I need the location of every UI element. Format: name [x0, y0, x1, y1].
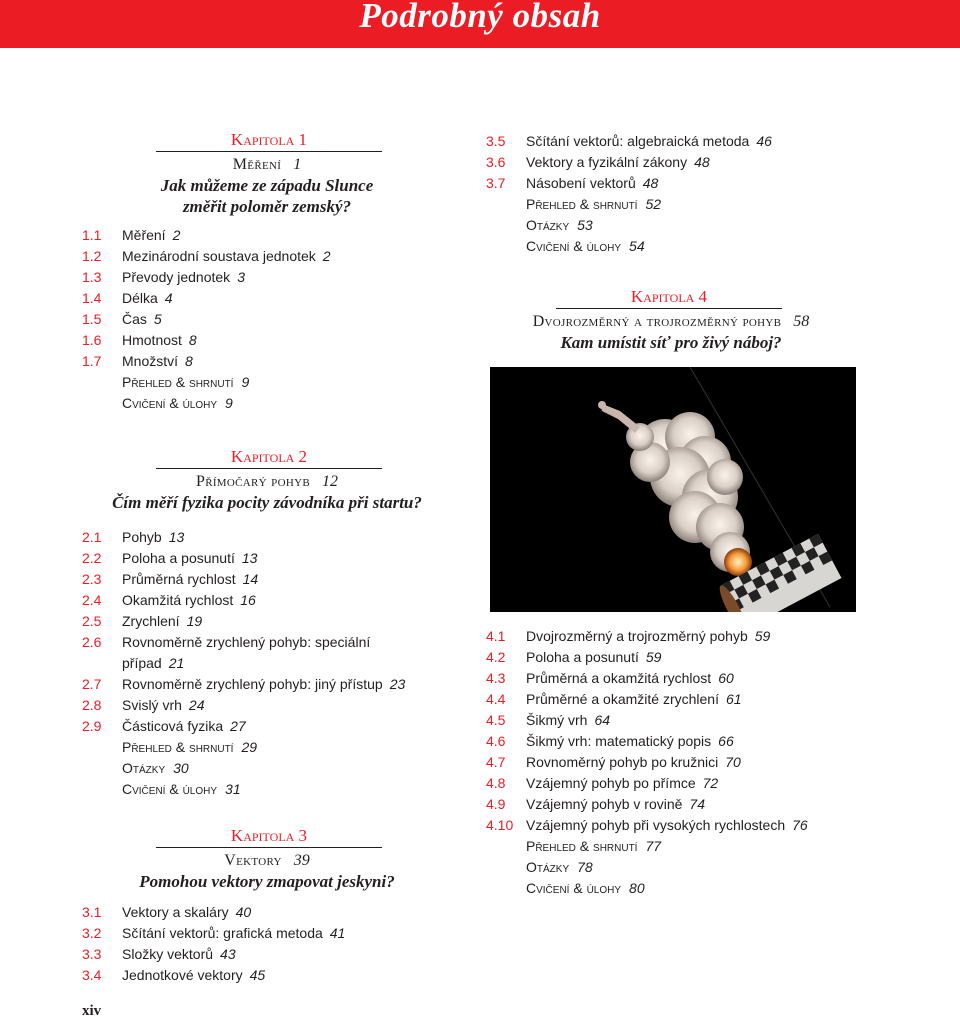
- chapter-3-toc-continued: [486, 131, 856, 257]
- section-title: [122, 674, 452, 695]
- toc-entry: [486, 131, 856, 152]
- chapter-3-label: Kapitola 3: [230, 826, 308, 845]
- section-number: 2.7: [82, 676, 102, 692]
- section-title-text: Pohyb: [122, 529, 162, 545]
- extra-page: 80: [629, 880, 645, 896]
- chapter-1-subtitle-2: změřit poloměr zemský?: [182, 197, 352, 216]
- toc-entry: [82, 569, 452, 590]
- chapter-rule: [156, 847, 382, 848]
- section-title-text: Svislý vrh: [122, 697, 182, 713]
- toc-entry: [82, 590, 452, 611]
- chapter-1-label: Kapitola 1: [230, 130, 308, 149]
- section-number: 4.8: [486, 775, 506, 791]
- chapter-4-subtitle: Kam umístit síť pro živý náboj?: [560, 333, 782, 352]
- section-page: 70: [725, 754, 741, 770]
- section-number: 1.7: [82, 353, 102, 369]
- section-title: [122, 944, 452, 965]
- section-title: [122, 611, 452, 632]
- toc-entry: [82, 902, 452, 923]
- section-page: 64: [594, 712, 611, 728]
- chapter-1-subtitle-1: Jak můžeme ze západu Slunce: [160, 176, 374, 195]
- section-number: 4.4: [486, 691, 506, 707]
- section-title: [526, 794, 856, 815]
- toc-entry: [82, 225, 452, 246]
- section-number: 4.7: [486, 754, 506, 770]
- chapter-2-title: [82, 471, 452, 492]
- section-page: 8: [185, 353, 193, 369]
- page-title: Podrobný obsah: [359, 0, 601, 35]
- section-page: 24: [188, 697, 205, 713]
- cannon-smoke-photo: [490, 367, 856, 612]
- section-title-text: Vzájemný pohyb při vysokých rychlostech: [526, 817, 786, 833]
- chapter-title-text: Dvojrozměrný a trojrozměrný pohyb: [532, 313, 782, 330]
- section-title-text: Množství: [122, 353, 179, 369]
- section-page: 3: [237, 269, 245, 285]
- section-title: [526, 152, 856, 173]
- toc-entry: [82, 923, 452, 944]
- section-number: 3.3: [82, 946, 102, 962]
- toc-entry: [82, 632, 452, 674]
- section-page: 45: [249, 967, 266, 983]
- extra-page: 30: [173, 760, 189, 776]
- section-title: [526, 668, 856, 689]
- section-title-text: Šikmý vrh: matematický popis: [526, 733, 712, 749]
- section-number: 3.5: [486, 133, 506, 149]
- toc-entry: [486, 794, 856, 815]
- section-title-text: Průměrná a okamžitá rychlost: [526, 670, 712, 686]
- section-page: 2: [322, 248, 331, 264]
- section-title: [526, 752, 856, 773]
- extra-title: Otázky: [526, 217, 570, 233]
- section-title: [526, 647, 856, 668]
- section-number: 2.5: [82, 613, 102, 629]
- section-title-text: Převody jednotek: [122, 269, 231, 285]
- section-number: 2.2: [82, 550, 102, 566]
- extra-page: 29: [241, 739, 258, 755]
- chapter-2-section: [82, 448, 452, 800]
- chapter-rule: [156, 151, 382, 152]
- chapter-3-continued: [486, 131, 856, 257]
- section-title: [122, 527, 452, 548]
- section-page: 60: [718, 670, 734, 686]
- section-number: 1.5: [82, 311, 102, 327]
- chapter-4-label: Kapitola 4: [630, 287, 708, 306]
- chapter-title-text: Vektory: [224, 852, 282, 869]
- toc-entry: [486, 626, 856, 647]
- section-title: [122, 267, 452, 288]
- toc-entry: [82, 674, 452, 695]
- section-number: 2.9: [82, 718, 102, 734]
- toc-entry: [82, 944, 452, 965]
- toc-entry: [82, 267, 452, 288]
- section-title: [122, 590, 452, 611]
- section-page: 66: [718, 733, 734, 749]
- section-title-text: Násobení vektorů: [526, 175, 636, 191]
- toc-entry: [82, 246, 452, 267]
- section-page: 14: [242, 571, 259, 587]
- section-title: [122, 548, 452, 569]
- section-number: 3.2: [82, 925, 102, 941]
- section-number: 4.9: [486, 796, 506, 812]
- section-title: [122, 288, 452, 309]
- chapter-rule: [556, 308, 782, 309]
- section-page: 4: [164, 290, 173, 306]
- section-title-text: Průměrná rychlost: [122, 571, 236, 587]
- toc-extra-entry: [486, 236, 856, 257]
- section-title-text: Měření: [122, 227, 166, 243]
- chapter-4-section: [486, 288, 856, 353]
- section-title-text: Poloha a posunutí: [122, 550, 235, 566]
- section-title: [122, 965, 452, 986]
- extra-title: Cvičení & úlohy: [526, 238, 622, 254]
- chapter-2-subtitle: Čím měří fyzika pocity závodníka při startu?: [112, 493, 422, 512]
- section-number: 4.1: [486, 628, 506, 644]
- section-number: 1.4: [82, 290, 102, 306]
- section-page: 40: [235, 904, 252, 920]
- toc-entry: [82, 309, 452, 330]
- section-page: 59: [645, 649, 662, 665]
- section-title-text: Částicová fyzika: [122, 718, 224, 734]
- section-title: [122, 902, 452, 923]
- chapter-4-toc-column: [486, 626, 856, 899]
- section-title-text: Rovnoměrně zrychlený pohyb: jiný přístup: [122, 676, 383, 692]
- section-number: 4.5: [486, 712, 506, 728]
- toc-entry: [82, 548, 452, 569]
- section-page: 48: [642, 175, 659, 191]
- title-banner: [0, 0, 960, 48]
- section-title-text: Dvojrozměrný a trojrozměrný pohyb: [526, 628, 748, 644]
- section-page: 27: [230, 718, 246, 734]
- section-title: [122, 309, 452, 330]
- toc-extra-entry: [486, 878, 856, 899]
- section-page: 72: [702, 775, 719, 791]
- section-title-text: Sčítání vektorů: grafická metoda: [122, 925, 323, 941]
- section-title-text: Jednotkové vektory: [122, 967, 243, 983]
- section-page: 19: [186, 613, 203, 629]
- section-title-text: Čas: [122, 311, 147, 327]
- section-page: 61: [725, 691, 742, 707]
- chapter-2-label: Kapitola 2: [230, 447, 308, 466]
- section-title: [526, 689, 856, 710]
- section-number: 2.4: [82, 592, 102, 608]
- chapter-title-text: Měření: [232, 156, 282, 173]
- toc-entry: [82, 716, 452, 737]
- section-page: 21: [168, 655, 185, 671]
- section-title-text: Rovnoměrný pohyb po kružnici: [526, 754, 719, 770]
- section-page: 43: [220, 946, 236, 962]
- chapter-3-toc: [82, 902, 452, 986]
- toc-extra-entry: [82, 779, 452, 800]
- chapter-title-page: 39: [293, 852, 310, 869]
- section-title: [526, 131, 856, 152]
- toc-extra-entry: [486, 836, 856, 857]
- section-number: 1.6: [82, 332, 102, 348]
- section-page: 23: [389, 676, 406, 692]
- section-title-text: Vektory a fyzikální zákony: [526, 154, 688, 170]
- section-number: 2.8: [82, 697, 102, 713]
- section-title: [526, 815, 856, 836]
- section-title-text: Sčítání vektorů: algebraická metoda: [526, 133, 750, 149]
- toc-entry: [486, 752, 856, 773]
- extra-page: 53: [577, 217, 593, 233]
- toc-entry: [486, 710, 856, 731]
- page-number: xiv: [82, 1003, 102, 1019]
- extra-page: 31: [225, 781, 241, 797]
- section-page: 48: [694, 154, 710, 170]
- section-number: 4.2: [486, 649, 506, 665]
- toc-extra-entry: [82, 737, 452, 758]
- chapter-title-page: 1: [293, 156, 302, 173]
- section-title: [122, 632, 452, 674]
- toc-entry: [82, 351, 452, 372]
- toc-extra-entry: [486, 857, 856, 878]
- section-title-text: Poloha a posunutí: [526, 649, 639, 665]
- section-title-text: Mezinárodní soustava jednotek: [122, 248, 316, 264]
- chapter-title-page: 58: [793, 313, 810, 330]
- extra-page: 54: [629, 238, 645, 254]
- chapter-2-toc: [82, 527, 452, 800]
- extra-page: 77: [645, 838, 662, 854]
- section-title: [122, 225, 452, 246]
- section-number: 1.1: [82, 227, 102, 243]
- section-title-text: Hmotnost: [122, 332, 182, 348]
- chapter-1-section: [82, 131, 452, 414]
- section-title: [122, 330, 452, 351]
- section-page: 13: [168, 529, 185, 545]
- extra-page: 78: [577, 859, 593, 875]
- section-title-text: Šikmý vrh: [526, 712, 588, 728]
- chapter-title-text: Přímočarý pohyb: [196, 473, 310, 490]
- section-title: [526, 773, 856, 794]
- section-title: [526, 710, 856, 731]
- section-title: [526, 731, 856, 752]
- section-title-text: Okamžitá rychlost: [122, 592, 234, 608]
- section-number: 4.3: [486, 670, 506, 686]
- extra-title: Cvičení & úlohy: [526, 880, 622, 896]
- toc-extra-entry: [486, 215, 856, 236]
- toc-entry: [486, 731, 856, 752]
- section-title-text: Vzájemný pohyb v rovině: [526, 796, 683, 812]
- section-number: 3.6: [486, 154, 506, 170]
- section-title: [122, 716, 452, 737]
- section-page: 41: [329, 925, 346, 941]
- chapter-3-section: [82, 827, 452, 986]
- toc-extra-entry: [82, 372, 452, 393]
- chapter-3-subtitle: Pomohou vektory zmapovat jeskyni?: [139, 872, 395, 891]
- toc-entry: [82, 330, 452, 351]
- section-number: 1.2: [82, 248, 102, 264]
- toc-entry: [82, 965, 452, 986]
- section-number: 3.7: [486, 175, 506, 191]
- extra-title: Otázky: [122, 760, 166, 776]
- chapter-4-title: [486, 311, 856, 332]
- extra-title: Cvičení & úlohy: [122, 395, 218, 411]
- extra-title: Přehled & shrnutí: [526, 196, 638, 212]
- extra-title: Přehled & shrnutí: [122, 739, 234, 755]
- section-title: [526, 173, 856, 194]
- section-number: 2.1: [82, 529, 102, 545]
- toc-entry: [486, 668, 856, 689]
- toc-entry: [82, 611, 452, 632]
- section-title: [122, 246, 452, 267]
- section-page: 2: [172, 227, 181, 243]
- section-number: 4.6: [486, 733, 506, 749]
- toc-entry: [486, 689, 856, 710]
- section-number: 3.1: [82, 904, 102, 920]
- section-title: [122, 569, 452, 590]
- section-number: 2.6: [82, 634, 102, 650]
- section-number: 1.3: [82, 269, 102, 285]
- section-title-text: Rovnoměrně zrychlený pohyb: speciální: [122, 634, 371, 650]
- section-page: 5: [153, 311, 162, 327]
- section-page: 76: [792, 817, 808, 833]
- section-page: 16: [240, 592, 256, 608]
- section-page: 8: [188, 332, 197, 348]
- toc-extra-entry: [82, 758, 452, 779]
- toc-entry: [486, 152, 856, 173]
- section-page: 59: [754, 628, 771, 644]
- chapter-4-toc: [486, 626, 856, 899]
- photo-illustration: [490, 367, 856, 612]
- chapter-1-toc: [82, 225, 452, 414]
- section-page: 46: [756, 133, 772, 149]
- section-title: [122, 695, 452, 716]
- section-page: 74: [689, 796, 705, 812]
- section-title: [122, 923, 452, 944]
- section-title-text: Složky vektorů: [122, 946, 214, 962]
- toc-entry: [486, 647, 856, 668]
- toc-entry: [486, 173, 856, 194]
- extra-title: Cvičení & úlohy: [122, 781, 218, 797]
- section-number: 3.4: [82, 967, 102, 983]
- extra-page: 9: [241, 374, 250, 390]
- section-title: [526, 626, 856, 647]
- section-title-text: Průměrné a okamžité zrychlení: [526, 691, 719, 707]
- toc-entry: [82, 695, 452, 716]
- section-title-text: Délka: [122, 290, 158, 306]
- section-title-text: Vektory a skaláry: [122, 904, 229, 920]
- section-title-text-cont: případ: [122, 655, 162, 671]
- toc-entry: [486, 773, 856, 794]
- section-page: 13: [241, 550, 258, 566]
- toc-entry: [486, 815, 856, 836]
- extra-page: 9: [225, 395, 233, 411]
- section-number: 4.10: [486, 817, 514, 833]
- chapter-title-page: 12: [321, 473, 338, 490]
- toc-extra-entry: [486, 194, 856, 215]
- toc-entry: [82, 527, 452, 548]
- extra-title: Přehled & shrnutí: [122, 374, 234, 390]
- extra-page: 52: [645, 196, 662, 212]
- extra-title: Přehled & shrnutí: [526, 838, 638, 854]
- section-title-text: Vzájemný pohyb po přímce: [526, 775, 696, 791]
- chapter-rule: [156, 468, 382, 469]
- toc-extra-entry: [82, 393, 452, 414]
- section-title-text: Zrychlení: [122, 613, 180, 629]
- section-number: 2.3: [82, 571, 102, 587]
- section-title: [122, 351, 452, 372]
- toc-entry: [82, 288, 452, 309]
- chapter-1-title: [82, 154, 452, 175]
- chapter-3-title: [82, 850, 452, 871]
- extra-title: Otázky: [526, 859, 570, 875]
